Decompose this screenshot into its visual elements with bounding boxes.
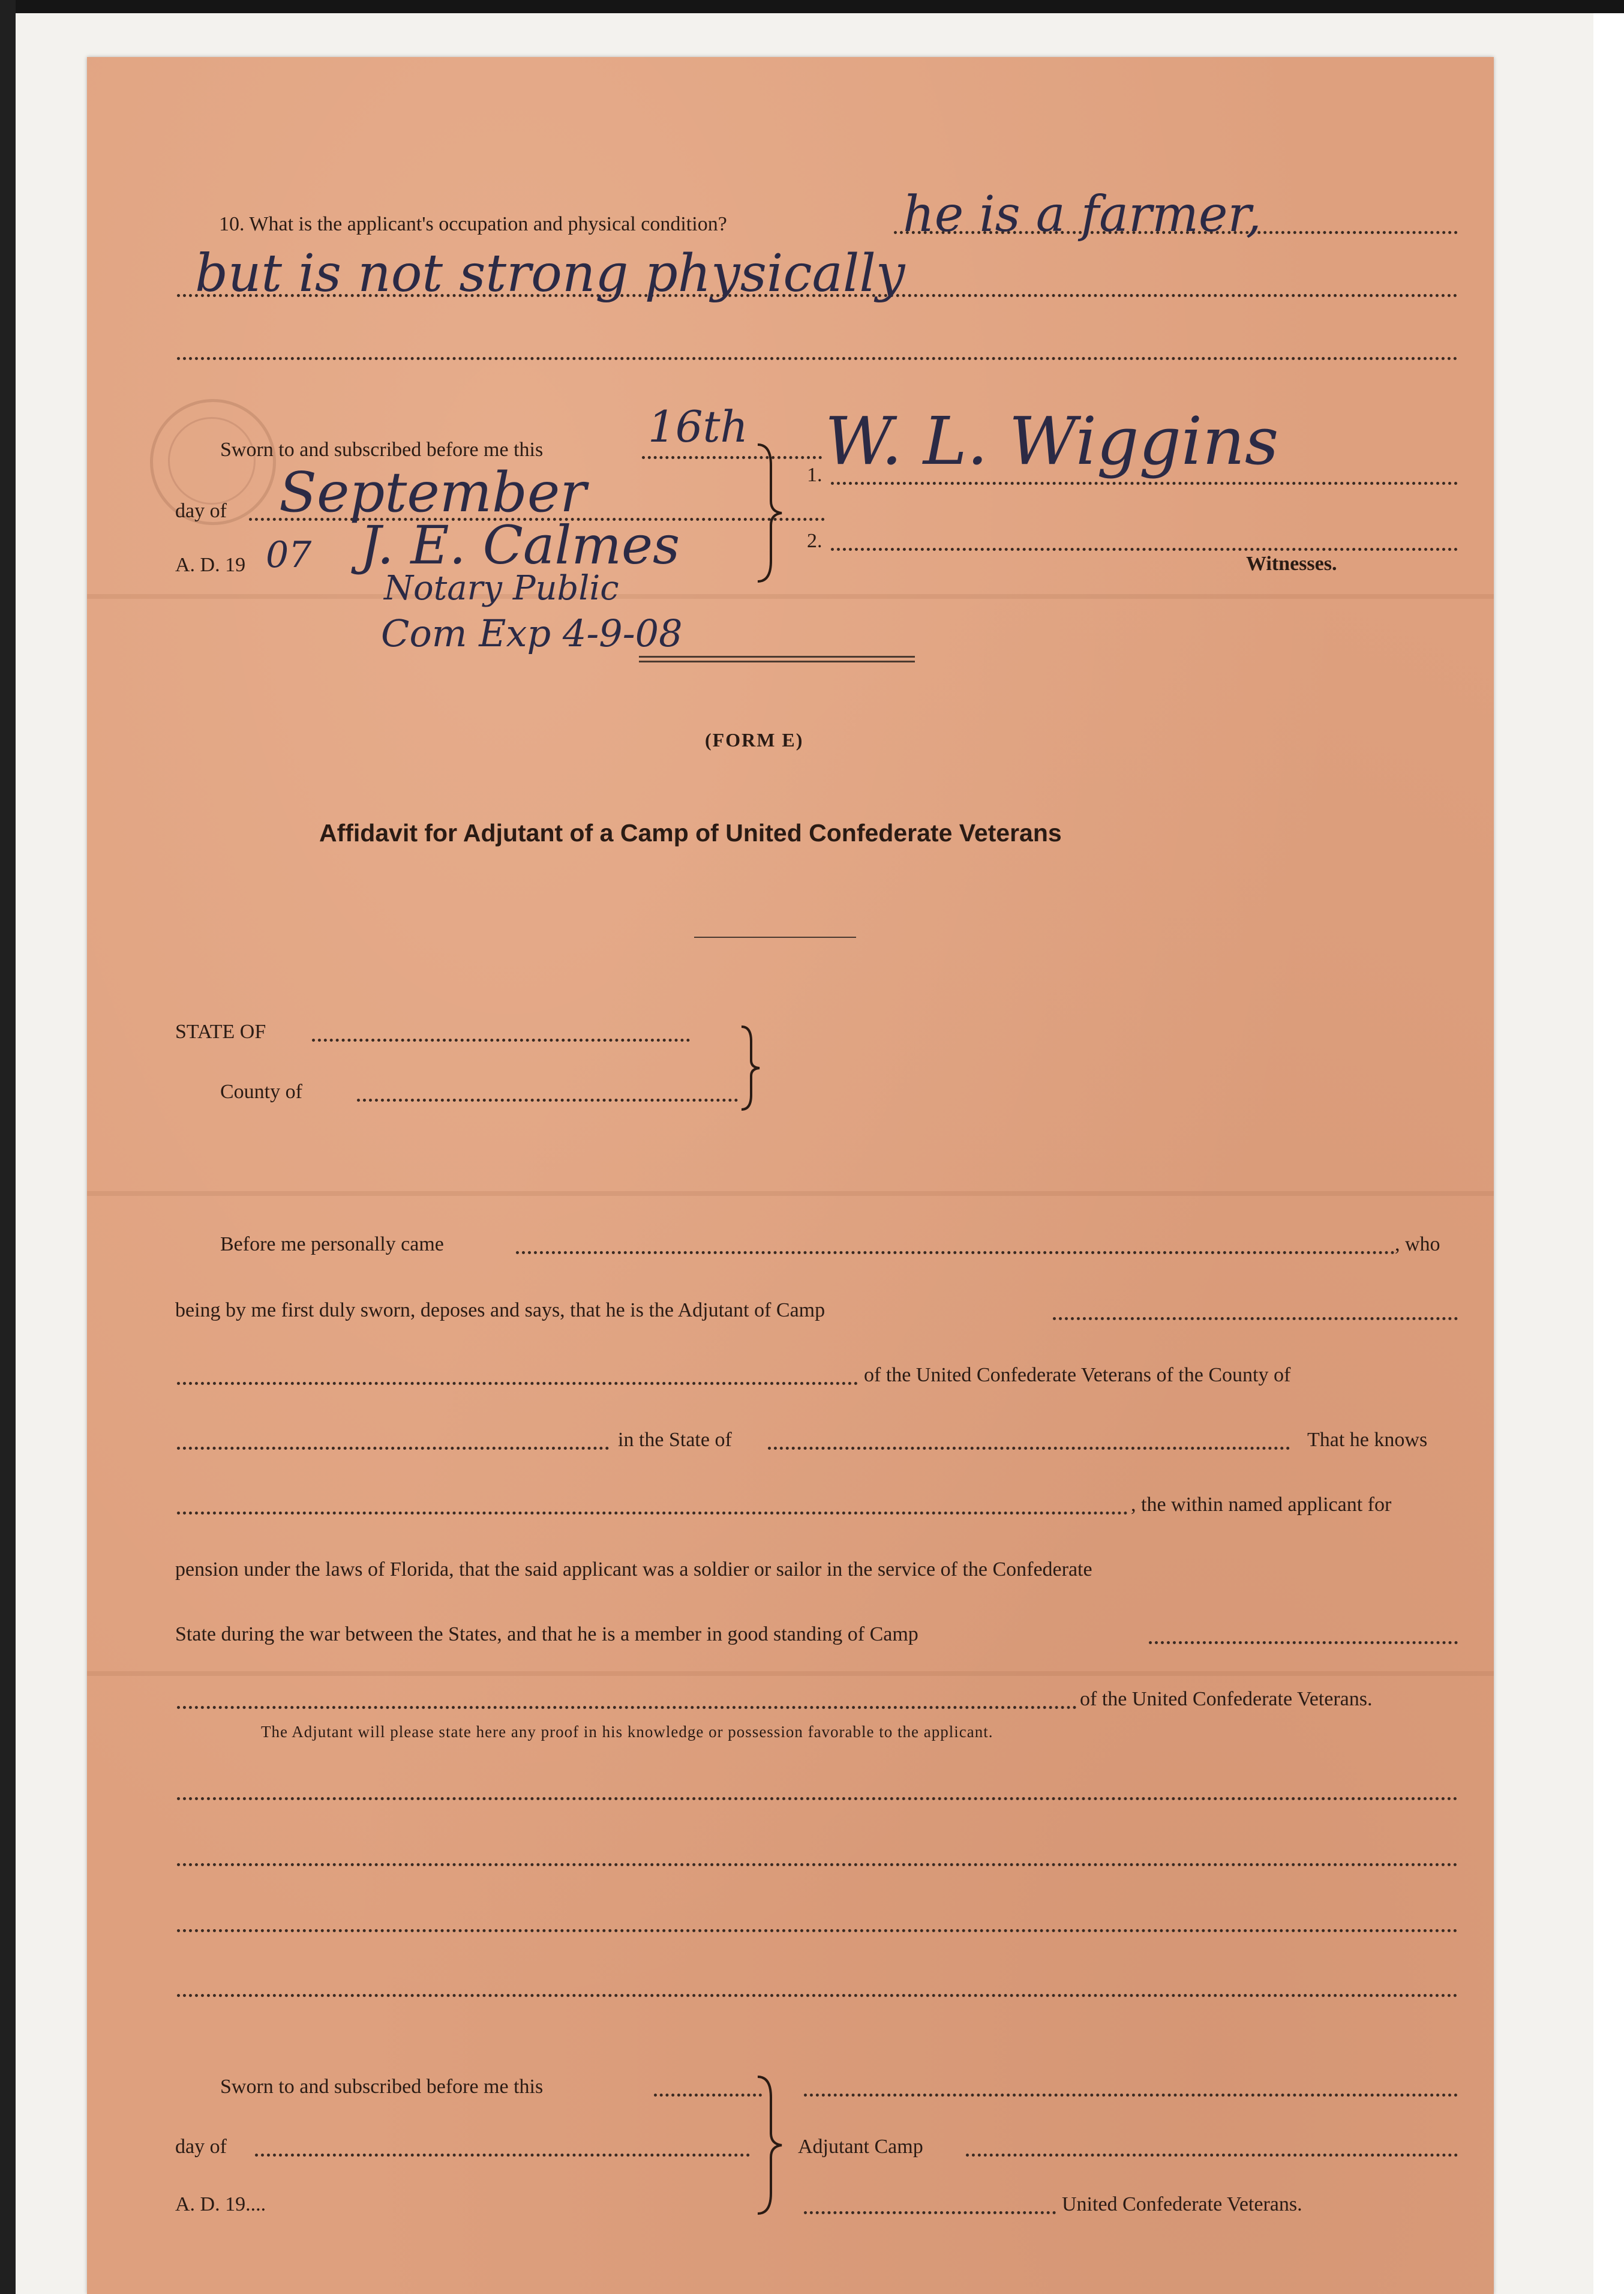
state-of-label: STATE OF <box>175 1021 266 1043</box>
brace-top <box>753 441 789 585</box>
body-line8: of the United Confederate Veterans. <box>1080 1688 1373 1710</box>
sworn-bottom-day-line[interactable] <box>654 2094 762 2097</box>
ad-label: A. D. 19 <box>175 554 246 576</box>
state-of-line[interactable] <box>312 1039 690 1042</box>
body-line4-b: That he knows <box>1307 1429 1428 1451</box>
sworn-bottom-label: Sworn to and subscribed before me this <box>220 2076 544 2098</box>
ucv-label: United Confederate Veterans. <box>1062 2193 1302 2215</box>
notary-title-handwriting: Notary Public <box>384 569 619 608</box>
title-rule <box>694 937 856 938</box>
q10-label: 10. What is the applicant's occupation and physical condition? <box>219 213 727 235</box>
adjutant-camp-name-line[interactable] <box>966 2154 1458 2157</box>
form-title: Affidavit for Adjutant of a Camp of United Confederate Veterans <box>319 819 1062 847</box>
sworn-bottom-day-of-label: day of <box>175 2136 227 2158</box>
witnesses-label: Witnesses. <box>1246 553 1337 575</box>
proof-line-3[interactable] <box>177 1929 1458 1932</box>
brace-venue <box>738 1023 768 1113</box>
applicant-name-line[interactable] <box>177 1512 1128 1515</box>
witness-1-line[interactable] <box>831 482 1458 485</box>
witness-2-line[interactable] <box>831 548 1458 551</box>
county-of-line[interactable] <box>357 1099 738 1102</box>
notary-signature: J. E. Calmes <box>360 514 680 576</box>
witness-1-number: 1. <box>807 464 822 486</box>
body-line1-b: , who <box>1395 1233 1440 1255</box>
scanner-edge-top <box>0 0 1624 13</box>
form-page <box>87 57 1494 2294</box>
county-name-line[interactable] <box>177 1447 609 1450</box>
proof-line-2[interactable] <box>177 1863 1458 1866</box>
sworn-day-handwriting: 16th <box>648 401 748 452</box>
member-camp-name-line[interactable] <box>177 1706 1077 1709</box>
fold-crease <box>87 1191 1494 1196</box>
q10-answer-handwriting-2: but is not strong physically <box>195 244 905 304</box>
ucv-camp-line[interactable] <box>804 2211 1056 2214</box>
body-line4-a: in the State of <box>618 1429 732 1451</box>
witness-1-signature: W. L. Wiggins <box>825 403 1279 479</box>
adjutant-note: The Adjutant will please state here any proof in his knowledge or possession favorable to the applicant. <box>261 1723 993 1741</box>
member-camp-line[interactable] <box>1149 1641 1458 1644</box>
affiant-name-line[interactable] <box>516 1251 1395 1254</box>
commission-rule-2 <box>639 661 915 662</box>
body-line6: pension under the laws of Florida, that the said applicant was a soldier or sailor in the service of the Confederate <box>175 1558 1092 1581</box>
q10-answer-line-3[interactable] <box>177 357 1458 360</box>
scanner-edge-left <box>0 0 16 2294</box>
commission-handwriting: Com Exp 4-9-08 <box>381 611 683 655</box>
sworn-bottom-day-of-line[interactable] <box>255 2154 750 2157</box>
commission-rule <box>639 656 915 658</box>
county-of-label: County of <box>220 1081 302 1103</box>
brace-bottom <box>753 2073 789 2217</box>
adjutant-camp-line[interactable] <box>1053 1317 1458 1320</box>
adjutant-camp-label: Adjutant Camp <box>798 2136 923 2158</box>
proof-line-4[interactable] <box>177 1994 1458 1997</box>
body-line2: being by me first duly sworn, deposes and says, that he is the Adjutant of Camp <box>175 1299 825 1321</box>
sworn-bottom-ad-label: A. D. 19.... <box>175 2193 266 2215</box>
q10-answer-handwriting: he is a farmer, <box>903 186 1262 243</box>
body-line5: , the within named applicant for <box>1131 1494 1392 1516</box>
body-line3: of the United Confederate Veterans of the County of <box>864 1364 1291 1386</box>
fold-crease <box>87 1671 1494 1676</box>
day-of-label: day of <box>175 500 227 522</box>
witness-2-number: 2. <box>807 530 822 552</box>
month-handwriting: September <box>279 460 587 524</box>
notary-seal-inner <box>168 417 256 505</box>
sworn-day-line[interactable] <box>642 456 822 459</box>
adjutant-signature-line[interactable] <box>804 2094 1458 2097</box>
state-name-line[interactable] <box>768 1447 1290 1450</box>
fold-crease <box>87 594 1494 599</box>
ad-year-handwriting: 07 <box>266 534 312 576</box>
body-line7: State during the war between the States, and that he is a member in good standing of Camp <box>175 1623 918 1645</box>
sworn-top-label: Sworn to and subscribed before me this <box>220 439 544 461</box>
proof-line-1[interactable] <box>177 1797 1458 1800</box>
body-line1-a: Before me personally came <box>220 1233 444 1255</box>
camp-name-line[interactable] <box>177 1382 858 1385</box>
form-label: (FORM E) <box>705 729 804 751</box>
